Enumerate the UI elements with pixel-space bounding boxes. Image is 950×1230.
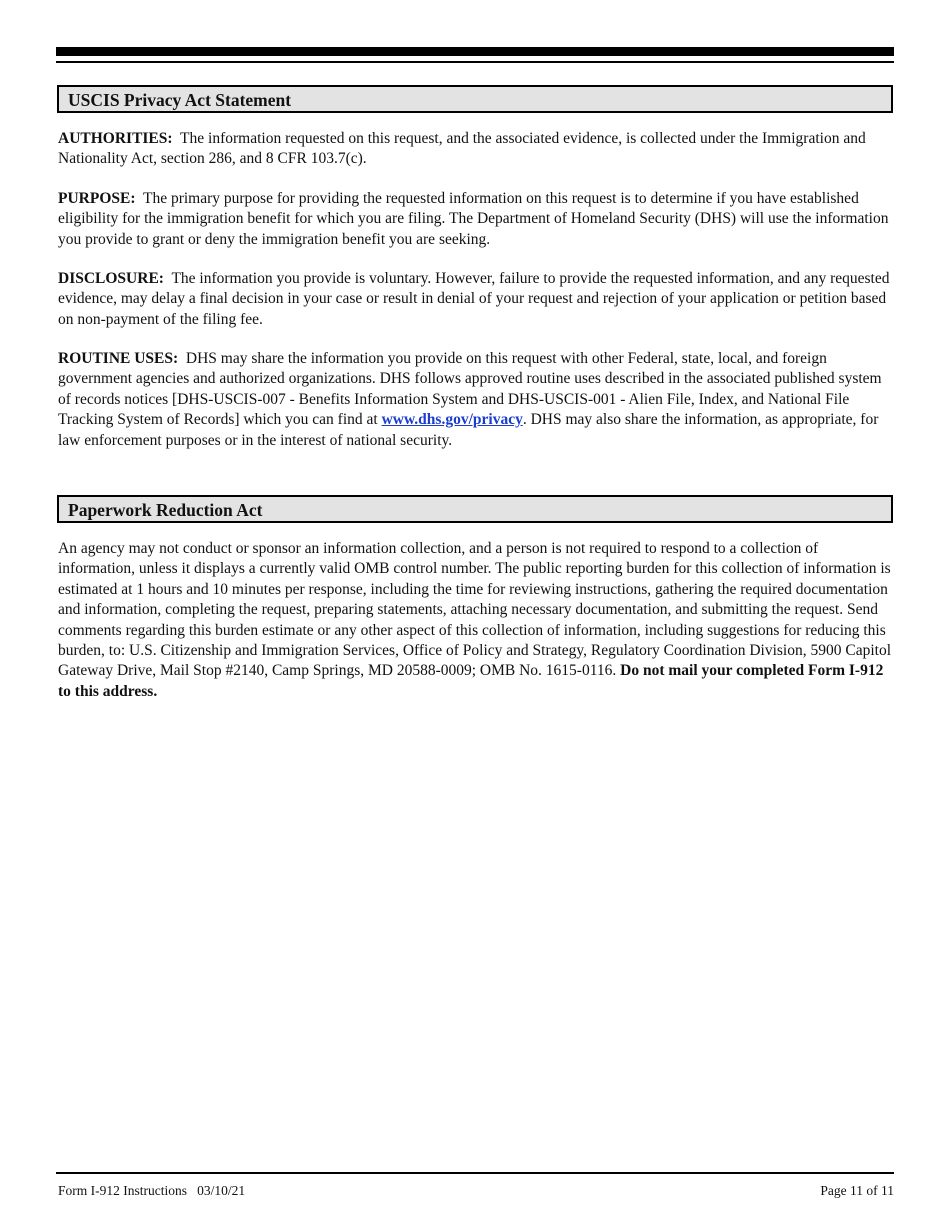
routine-uses-paragraph [58,349,894,451]
paperwork-text: An agency may not conduct or sponsor an information collection, and a person is not required to respond to a collection of information, unless it displays a currently valid OMB control number. The public reporting burden for this collection of information is estimated at 1 hours and 10 minutes per response, including the time for reviewing instructions, gathering the required documentation and information, completing the request, preparing statements, attaching necessary documentation, and submitting the request. Send comments regarding this burden estimate or any other aspect of this collection of information, including suggestions for reducing this burden, to: U.S. Citizenship and Immigration Services, Office of Policy and Strategy, Regulatory Coordination Division, 5900 Capitol Gateway Drive, Mail Stop #2140, Camp Springs, MD 20588-0009; OMB No. 1615-0116. [58,540,892,680]
top-thin-rule [56,61,894,63]
purpose-paragraph [58,189,894,250]
paperwork-reduction-header-title: Paperwork Reduction Act [68,500,263,520]
purpose-text: The primary purpose for providing the requested information on this request is to determine if you have established eligibility for the immigration benefit for which you are filing. The Department of Homeland Security (DHS) will use the information you provide to grant or deny the immigration benefit you are seeking. [58,190,889,248]
routine-uses-text-after: . DHS may also share the information, as appropriate, for law enforcement purposes or in the interest of national security. [58,411,879,449]
disclosure-paragraph [58,269,894,330]
footer-form-info: Form I-912 Instructions 03/10/21 [58,1183,246,1198]
authorities-paragraph [58,129,894,170]
disclosure-label: DISCLOSURE: [58,270,164,287]
paperwork-bold-notice: Do not mail your completed Form I-912 to this address. [58,662,884,700]
paperwork-paragraph [58,539,894,702]
footer-page-number: Page 11 of 11 [820,1183,894,1198]
privacy-act-header-title: USCIS Privacy Act Statement [68,90,292,110]
authorities-label: AUTHORITIES: [58,130,173,147]
footer-rule [56,1172,894,1174]
paperwork-reduction-header [57,495,893,523]
dhs-privacy-link[interactable]: www.dhs.gov/privacy [381,411,523,429]
privacy-act-header [57,85,893,113]
routine-uses-text-before: DHS may share the information you provide on this request with other Federal, state, local, and foreign government agencies and authorized organizations. DHS follows approved routine uses described in the associated published system of records notices [DHS-USCIS-007 - Benefits Information System and DHS-USCIS-001 - Alien File, Index, and National File Tracking System of Records] which you can find at [58,350,882,429]
authorities-text: The information requested on this request, and the associated evidence, is collected under the Immigration and Nationality Act, section 286, and 8 CFR 103.7(c). [58,130,866,168]
purpose-label: PURPOSE: [58,190,136,207]
routine-uses-label: ROUTINE USES: [58,350,179,367]
disclosure-text: The information you provide is voluntary. However, failure to provide the requested information, and any requested evidence, may delay a final decision in your case or result in denial of your request and rejection of your application or petition based on non-payment of the filing fee. [58,270,890,328]
top-thick-rule [56,47,894,56]
